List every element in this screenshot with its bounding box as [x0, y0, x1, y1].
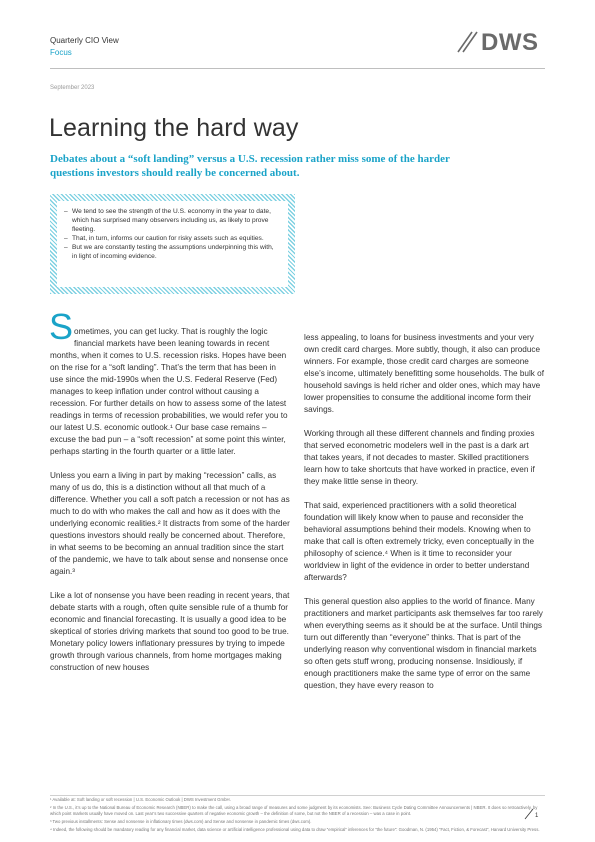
- key-point: – That, in turn, informs our caution for risky assets such as equities.: [64, 234, 278, 243]
- page-title: Learning the hard way: [49, 114, 299, 142]
- body-column-right: [304, 332, 544, 704]
- publication-date: September 2023: [50, 85, 95, 91]
- footnote-rule: [50, 795, 545, 796]
- footnotes: [50, 797, 540, 835]
- page-slash-icon: [524, 808, 534, 820]
- key-points-list: [57, 201, 288, 261]
- footnote: ² In the U.S., it’s up to the National Bureau of Economic Research (NBER) to make the call, using a broad range of measures and some judgment by its economists. See: Business Cycle Dating Committee Announcements | NBER. It does so retroactively, by which point markets usually have moved on. Last year’s two successive quarters of negative economic growth – the definition of some, but not the NBER of a recession – was a case in point.: [50, 805, 538, 816]
- logo-slashes-icon: [456, 28, 480, 56]
- footnote: ⁴ Indeed, the following should be mandatory reading for any financial market, data science or artificial intelligence professional using data to draw “empirical” inferences for “the future”: Goodman, N. (1954) “Fact, Fiction, & Forecast”, Harvard University Press.: [50, 827, 540, 832]
- key-point: – But we are constantly testing the assumptions underpinning this with, in light of incoming evidence.: [64, 243, 278, 261]
- body-paragraph: Unless you earn a living in part by making “recession” calls, as many of us do, this is a distinction without all that much of a difference. Whether you call a soft patch a recession or not has as much to do with who makes the call and how as it does with the underlying economic realities.² It distracts from some of the harder questions investors should really be concerned about. Therefore, in what seems to be becoming an annual tradition since the start of the pandemic, we have to talk about sense and nonsense once again.³: [50, 471, 290, 576]
- page-number: 1: [535, 813, 539, 819]
- body-paragraph: less appealing, to loans for business investments and your very own credit card charges. More subtly, though, it also can produce winners. For example, those credit card charges are someone else’s income, ultimately benefitting some households. The bulk of household savings is held richer and older ones, which may have lower propensities to consume the additional income form their savings.: [304, 333, 544, 414]
- footnote: ³ Two previous installments: Sense and nonsense in inflationary times (dws.com) and Sense and nonsense in pandemic times (dws.com).: [50, 819, 312, 824]
- body-paragraph: S ometimes, you can get lucky. That is roughly the logic financial markets have been leaning towards in recent months, when it comes to U.S. recession risks. Hopes have been on the rise for a “soft landing”. That’s the term that has been in use since the mid-1990s when the U.S. Federal Reserve (Fed) manages to keep inflation under control without causing a recession. For further details on how to assess some of the latest readings in terms of recession probabilities, we would refer you to our latest U.S. economic outlook.¹ Our base case remains – excuse the bad pun – a “soft recession” at some point this winter, perhaps starting in the fourth quarter or a little later.: [49, 306, 288, 456]
- logo-text: DWS: [481, 29, 539, 56]
- body-paragraph: That said, experienced practitioners with a solid theoretical foundation will likely know when to pause and reconsider the behavioral assumptions behind their models. Knowing when to make that call is often extremely tricky, even conceptually in the philosophy of science.⁴ When is it time to reconsider your worldview in light of the evidence in order to better understand afterwards?: [304, 501, 535, 582]
- body-paragraph: This general question also applies to the world of finance. Many practitioners and market participants ask themselves far too rarely when everything seems as it should be at the surface. Until things turn out differently than “everyone” thinks. That is part of the underlying reason why conventional wisdom in financial markets so often gets stuff wrong, producing nonsense. Insidiously, if enough practitioners make the same type of error on the same question, they have every reason to: [304, 597, 543, 690]
- page-subtitle: Debates about a “soft landing” versus a U.S. recession rather miss some of the harder questions investors should really be concerned about.: [50, 153, 450, 179]
- body-paragraph: Like a lot of nonsense you have been reading in recent years, that debate starts with a rough, often quite sensible rule of a thumb for economic and financial forecasting. It is usually a good idea to be skeptical of stories driving markets that sound too good to be true. Monetary policy lowers inflationary pressures by trying to impede growth through various channels, from home mortgages making construction of new houses: [50, 591, 290, 672]
- dws-logo: [456, 28, 546, 56]
- drop-cap: S: [49, 306, 74, 347]
- key-points-box: [50, 194, 295, 294]
- body-paragraph: Working through all these different channels and finding proxies that served econometric modelers well in the past is a dark art that takes years, if not decades to master. Skilled practitioners learn how to take shortcuts that have worked in practice, even if they make little sense in theory.: [304, 429, 535, 486]
- body-column-left: [49, 306, 290, 686]
- report-series: Quarterly CIO View: [50, 36, 119, 45]
- key-point: – We tend to see the strength of the U.S. economy in the year to date, which has surprised many observers including us, as likely to prove fleeting.: [64, 207, 278, 234]
- header-rule: [50, 68, 545, 69]
- footnote: ¹ Available at: Soft landing or soft recession | U.S. Economic Outlook | DWS Investment GmbH.: [50, 797, 231, 802]
- report-section: Focus: [50, 48, 72, 57]
